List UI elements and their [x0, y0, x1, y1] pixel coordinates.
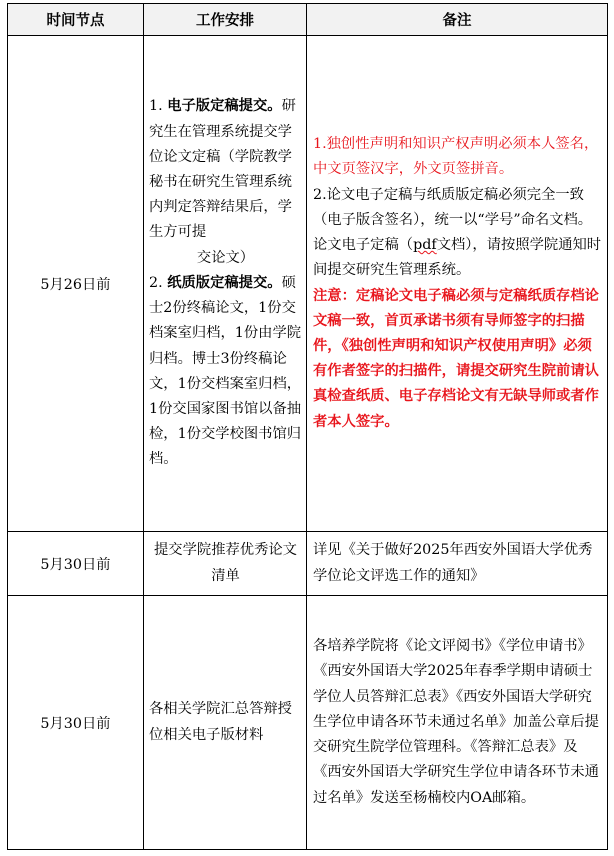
note-item-2 — [313, 183, 602, 284]
time-cell: 5月26日前 — [8, 36, 144, 532]
note-cell: 详见《关于做好2025年西安外国语大学优秀学位论文评选工作的通知》 — [307, 532, 608, 596]
table-row — [8, 596, 608, 850]
time-cell: 5月30日前 — [8, 596, 144, 850]
item-tail: 交论文） — [196, 249, 255, 266]
item-title: 纸质版定稿提交。 — [167, 274, 282, 291]
note-text: 2.论文电子定稿与纸质版定稿必须完全一致（电子版含签名），统一以“学号”命名文档。论文电子定稿（ — [313, 186, 593, 254]
work-cell: 各相关学院汇总答辩授位相关电子版材料 — [144, 596, 307, 850]
work-item-1 — [149, 94, 302, 270]
header-note: 备注 — [307, 4, 608, 36]
time-cell: 5月30日前 — [8, 532, 144, 596]
item-body: 研究生在管理系统提交学位论文定稿（学院教学秘书在研究生管理系统内判定答辩结果后，学生方可提 — [149, 98, 296, 241]
work-item-2 — [149, 271, 302, 473]
item-body: 硕士2份终稿论文，1份交档案室归档，1份由学院归档。博士3份终稿论文，1份交档案室归档，1份交国家图书馆以备抽检，1份交学校图书馆归档。 — [149, 274, 302, 468]
item-title: 电子版定稿提交。 — [167, 98, 282, 115]
item-number: 2. — [149, 274, 163, 291]
work-cell: 提交学院推荐优秀论文清单 — [144, 532, 307, 596]
pdf-word: pdf — [413, 237, 437, 254]
table-row — [8, 36, 608, 532]
note-cell — [307, 36, 608, 532]
note-item-1: 1.独创性声明和知识产权声明必须本人签名，中文页签汉字，外文页签拼音。 — [313, 136, 599, 178]
note-text: 文档），请按照学院通知时间提交研究生管理系统。 — [313, 237, 602, 279]
header-time: 时间节点 — [8, 4, 144, 36]
schedule-table — [7, 3, 608, 850]
note-warning: 注意：定稿论文电子稿必须与定稿纸质存档论文稿一致，首页承诺书须有导师签字的扫描件，《独创性声明和知识产权使用声明》必须有作者签字的扫描件，请提交研究生院前请认真检查纸质、电子存档论文有无缺导师或者作者本人签字。 — [313, 287, 599, 430]
table-row — [8, 532, 608, 596]
item-number: 1. — [149, 98, 163, 115]
work-cell — [144, 36, 307, 532]
header-work: 工作安排 — [144, 4, 307, 36]
note-cell: 各培养学院将《论文评阅书》《学位申请书》《西安外国语大学2025年春季学期申请硕士学位人员答辩汇总表》《西安外国语大学研究生学位申请各环节未通过名单》加盖公章后提交研究生院学位管理科。《答辩汇总表》及《西安外国语大学研究生学位申请各环节未通过名单》发送至杨楠校内OA邮箱。 — [307, 596, 608, 850]
header-row — [8, 4, 608, 36]
